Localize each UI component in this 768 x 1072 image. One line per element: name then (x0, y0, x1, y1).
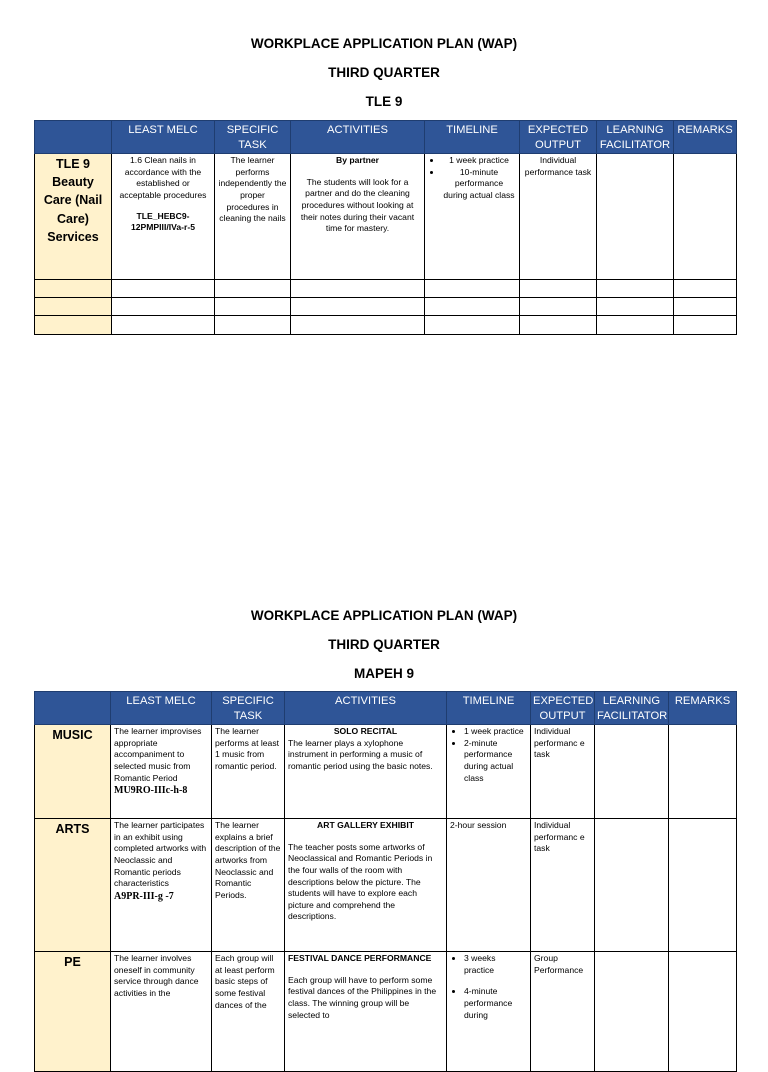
timeline-cell (447, 725, 531, 819)
header-activities: ACTIVITIES (285, 692, 447, 725)
timeline-list (450, 726, 527, 784)
empty-cell (215, 280, 291, 298)
quarter-heading: THIRD QUARTER (328, 65, 440, 80)
table-row-empty (35, 316, 737, 335)
activity-body: The teacher posts some artworks of Neoclassical and Romantic Periods in the four walls of the room with descriptions below the picture. The students will have to explore each picture and comprehend the descriptions. (288, 841, 433, 922)
empty-cell (112, 280, 215, 298)
empty-cell (597, 298, 674, 316)
remarks-cell (669, 952, 737, 1072)
empty-cell (674, 280, 737, 298)
activity-cell (285, 819, 447, 952)
empty-cell (425, 280, 520, 298)
timeline-list (428, 155, 516, 201)
timeline-item: • 4-minute performance during (464, 986, 527, 1021)
empty-cell (597, 280, 674, 298)
task-cell: The learner performs independently the proper procedures in cleaning the nails (215, 154, 291, 280)
empty-cell (35, 316, 112, 335)
timeline-item: • 1 week practice (442, 155, 516, 167)
melc-code: A9PR-III-g -7 (114, 890, 174, 902)
wap-table-tle (34, 120, 737, 335)
subject-line: Care) (57, 211, 89, 226)
empty-cell (291, 298, 425, 316)
task-cell: The learner explains a brief description of the artworks from Neoclassic and Romantic Periods. (212, 819, 285, 952)
empty-cell (674, 298, 737, 316)
table-row-empty (35, 298, 737, 316)
melc-cell (111, 725, 212, 819)
header-blank (35, 121, 112, 154)
output-cell: Individual performance task (520, 154, 597, 280)
subject-line: Services (47, 229, 99, 244)
melc-cell: The learner involves oneself in community service through dance activities in the (111, 952, 212, 1072)
remarks-cell (669, 725, 737, 819)
table-header-row (35, 121, 737, 154)
melc-cell (112, 154, 215, 280)
activity-cell (291, 154, 425, 280)
empty-cell (291, 280, 425, 298)
activity-title: By partner (336, 155, 379, 166)
header-specific-task: SPECIFIC TASK (212, 692, 285, 725)
table-row (35, 154, 737, 280)
subject-heading: TLE 9 (365, 94, 403, 109)
activity-title: FESTIVAL DANCE PERFORMANCE (288, 953, 432, 964)
table-header-row (35, 692, 737, 725)
remarks-cell (674, 154, 737, 280)
timeline-item: • 2-minute performance during actual class (464, 738, 527, 784)
melc-code: TLE_HEBC9-12PMPIII/IVa-r-5 (130, 210, 195, 233)
activity-title: SOLO RECITAL (333, 726, 398, 737)
empty-cell (674, 316, 737, 335)
timeline-item: • 1 week practice (464, 726, 527, 738)
header-learning-facilitator: LEARNING FACILITATOR (595, 692, 669, 725)
remarks-cell (669, 819, 737, 952)
subject-heading: MAPEH 9 (353, 666, 414, 681)
activity-cell (285, 952, 447, 1072)
empty-cell (520, 280, 597, 298)
timeline-item: • 3 weeks practice (464, 953, 527, 976)
output-cell: Individual performanc e task (531, 819, 595, 952)
document-title: WORKPLACE APPLICATION PLAN (WAP) (250, 608, 518, 623)
timeline-cell (447, 952, 531, 1072)
wap-header-2 (0, 601, 768, 688)
empty-cell (215, 316, 291, 335)
empty-cell (112, 316, 215, 335)
subject-line: Beauty (52, 175, 94, 190)
quarter-heading: THIRD QUARTER (328, 637, 440, 652)
facilitator-cell (595, 952, 669, 1072)
output-cell: Individual performanc e task (531, 725, 595, 819)
task-cell: The learner performs at least 1 music from romantic period. (212, 725, 285, 819)
melc-text: The learner improvises appropriate accompaniment to selected music from Romantic Period (114, 726, 202, 783)
timeline-list (450, 953, 527, 1021)
empty-cell (291, 316, 425, 335)
subject-cell-arts: ARTS (35, 819, 111, 952)
table-row-pe (35, 952, 737, 1072)
header-remarks: REMARKS (669, 692, 737, 725)
header-timeline: TIMELINE (425, 121, 520, 154)
facilitator-cell (595, 819, 669, 952)
subject-line: TLE 9 (55, 157, 91, 172)
timeline-item: • 10-minute performance during actual class (442, 167, 516, 202)
melc-code: MU9RO-IIIc-h-8 (114, 785, 188, 797)
table-row-music (35, 725, 737, 819)
activity-title: ART GALLERY EXHIBIT (317, 820, 414, 831)
header-least-melc: LEAST MELC (112, 121, 215, 154)
empty-cell (112, 298, 215, 316)
header-activities: ACTIVITIES (291, 121, 425, 154)
task-cell: Each group will at least perform basic steps of some festival dances of the (212, 952, 285, 1072)
facilitator-cell (595, 725, 669, 819)
table-row-arts (35, 819, 737, 952)
header-expected-output: EXPECTED OUTPUT (531, 692, 595, 725)
header-learning-facilitator: LEARNING FACILITATOR (597, 121, 674, 154)
empty-cell (215, 298, 291, 316)
empty-cell (425, 316, 520, 335)
header-least-melc: LEAST MELC (111, 692, 212, 725)
activity-body: Each group will have to perform some festival dances of the Philippines in the class. The winning group will be selected to (288, 974, 437, 1020)
timeline-cell (425, 154, 520, 280)
subject-line: Care (Nail (43, 193, 103, 208)
wap-header-1 (0, 29, 768, 116)
empty-cell (597, 316, 674, 335)
output-cell: Group Performance (531, 952, 595, 1072)
empty-cell (520, 298, 597, 316)
empty-cell (35, 298, 112, 316)
table-row-empty (35, 280, 737, 298)
activity-body: The learner plays a xylophone instrument in performing a music of romantic period using the basic notes. (288, 737, 433, 771)
subject-cell-tle (35, 154, 112, 280)
empty-cell (520, 316, 597, 335)
melc-text: The learner participates in an exhibit using completed artworks with Neoclassic and Romantic periods characteristics (114, 820, 207, 889)
header-timeline: TIMELINE (447, 692, 531, 725)
melc-text: 1.6 Clean nails in accordance with the established or acceptable procedures (119, 155, 207, 200)
header-remarks: REMARKS (674, 121, 737, 154)
melc-cell (111, 819, 212, 952)
header-blank (35, 692, 111, 725)
empty-cell (35, 280, 112, 298)
activity-body: The students will look for a partner and do the cleaning procedures without looking at their notes during their vacant time for mastery. (300, 176, 415, 234)
header-specific-task: SPECIFIC TASK (215, 121, 291, 154)
header-expected-output: EXPECTED OUTPUT (520, 121, 597, 154)
document-title: WORKPLACE APPLICATION PLAN (WAP) (250, 36, 518, 51)
timeline-cell: 2-hour session (447, 819, 531, 952)
subject-cell-pe: PE (35, 952, 111, 1072)
facilitator-cell (597, 154, 674, 280)
empty-cell (425, 298, 520, 316)
subject-cell-music: MUSIC (35, 725, 111, 819)
activity-cell (285, 725, 447, 819)
wap-table-mapeh (34, 691, 737, 1072)
